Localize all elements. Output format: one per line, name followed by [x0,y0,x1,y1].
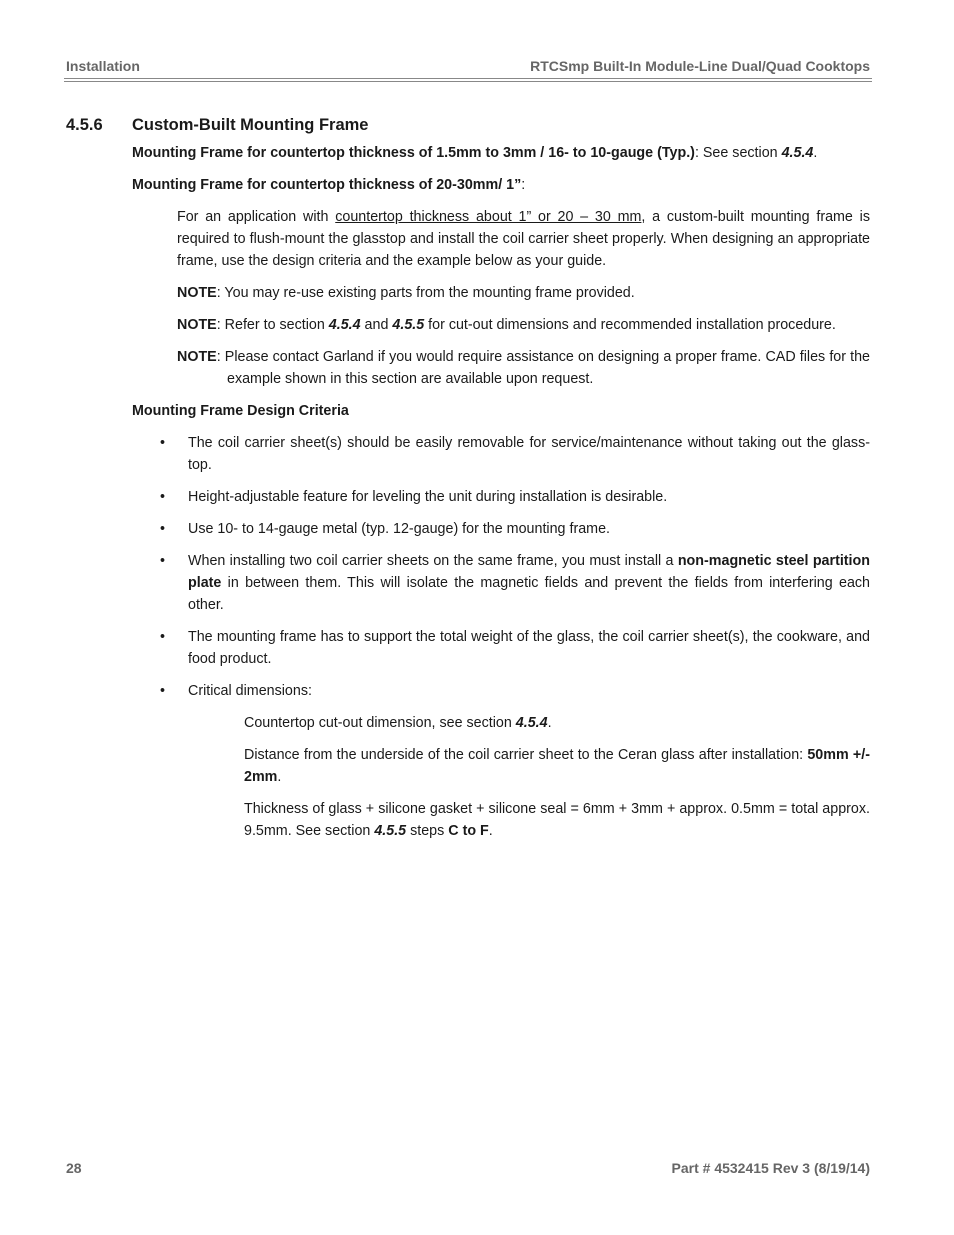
section-heading [66,114,870,136]
dimension-thickness: Thickness of glass + silicone gasket + silicone seal = 6mm + 3mm + approx. 0.5mm = total approx. 9.5mm. See section 4.5.5 steps C to F. [244,801,870,839]
page-header [66,56,870,76]
header-rule-top [64,78,872,79]
section-number: 4.5.6 [66,116,103,134]
list-item: • Height-adjustable feature for leveling the unit during installation is desirable. [160,489,668,505]
list-item: • Use 10- to 14-gauge metal (typ. 12-gauge) for the mounting frame. [160,521,610,537]
list-item: • Critical dimensions: [160,683,312,699]
intro-paragraph: For an application with countertop thickness about 1” or 20 – 30 mm, a custom-built mounting frame is required to flush-mount the glasstop and install the coil carrier sheet properly. When designing an appropriate frame, use the design criteria and the example below as your guide. [177,209,870,269]
criteria-list [132,432,870,702]
header-chapter: Installation [66,58,140,74]
underlined-thickness: countertop thickness about 1” or 20 – 30 mm [335,209,642,225]
page-number: 28 [66,1160,82,1176]
header-product-title: RTCSmp Built-In Module-Line Dual/Quad Cooktops [530,58,870,74]
list-item: • The coil carrier sheet(s) should be easily removable for service/maintenance without taking out the glass-top. [160,435,870,473]
criteria-heading: Mounting Frame Design Criteria [132,403,349,419]
note-3: NOTE: Please contact Garland if you would require assistance on designing a proper frame. CAD files for the example shown in this section are available upon request. [177,349,870,387]
list-item: • When installing two coil carrier sheets on the same frame, you must install a non-magnetic steel partition plate in between them. This will isolate the magnetic fields and prevent the fields from interfering each other. [160,553,870,613]
page-body [66,114,870,852]
dimension-cutout: Countertop cut-out dimension, see section 4.5.4. [244,715,552,731]
thick-countertop-line: Mounting Frame for countertop thickness of 20-30mm/ 1”: [132,177,526,193]
thin-countertop-line: Mounting Frame for countertop thickness of 1.5mm to 3mm / 16- to 10-gauge (Typ.): See section 4.5.4. [132,145,818,161]
note-1: NOTE: You may re-use existing parts from the mounting frame provided. [177,285,635,301]
section-ref: 4.5.4 [781,145,814,161]
page-footer [66,1160,870,1176]
dimension-distance: Distance from the underside of the coil carrier sheet to the Ceran glass after installation: 50mm +/- 2mm. [244,747,871,785]
section-title: Custom-Built Mounting Frame [132,116,369,134]
part-number: Part # 4532415 Rev 3 (8/19/14) [671,1160,870,1176]
header-rule-bottom [64,81,872,82]
note-2: NOTE: Refer to section 4.5.4 and 4.5.5 for cut-out dimensions and recommended installation procedure. [177,317,836,333]
list-item: • The mounting frame has to support the total weight of the glass, the coil carrier sheet(s), the cookware, and food product. [160,629,870,667]
